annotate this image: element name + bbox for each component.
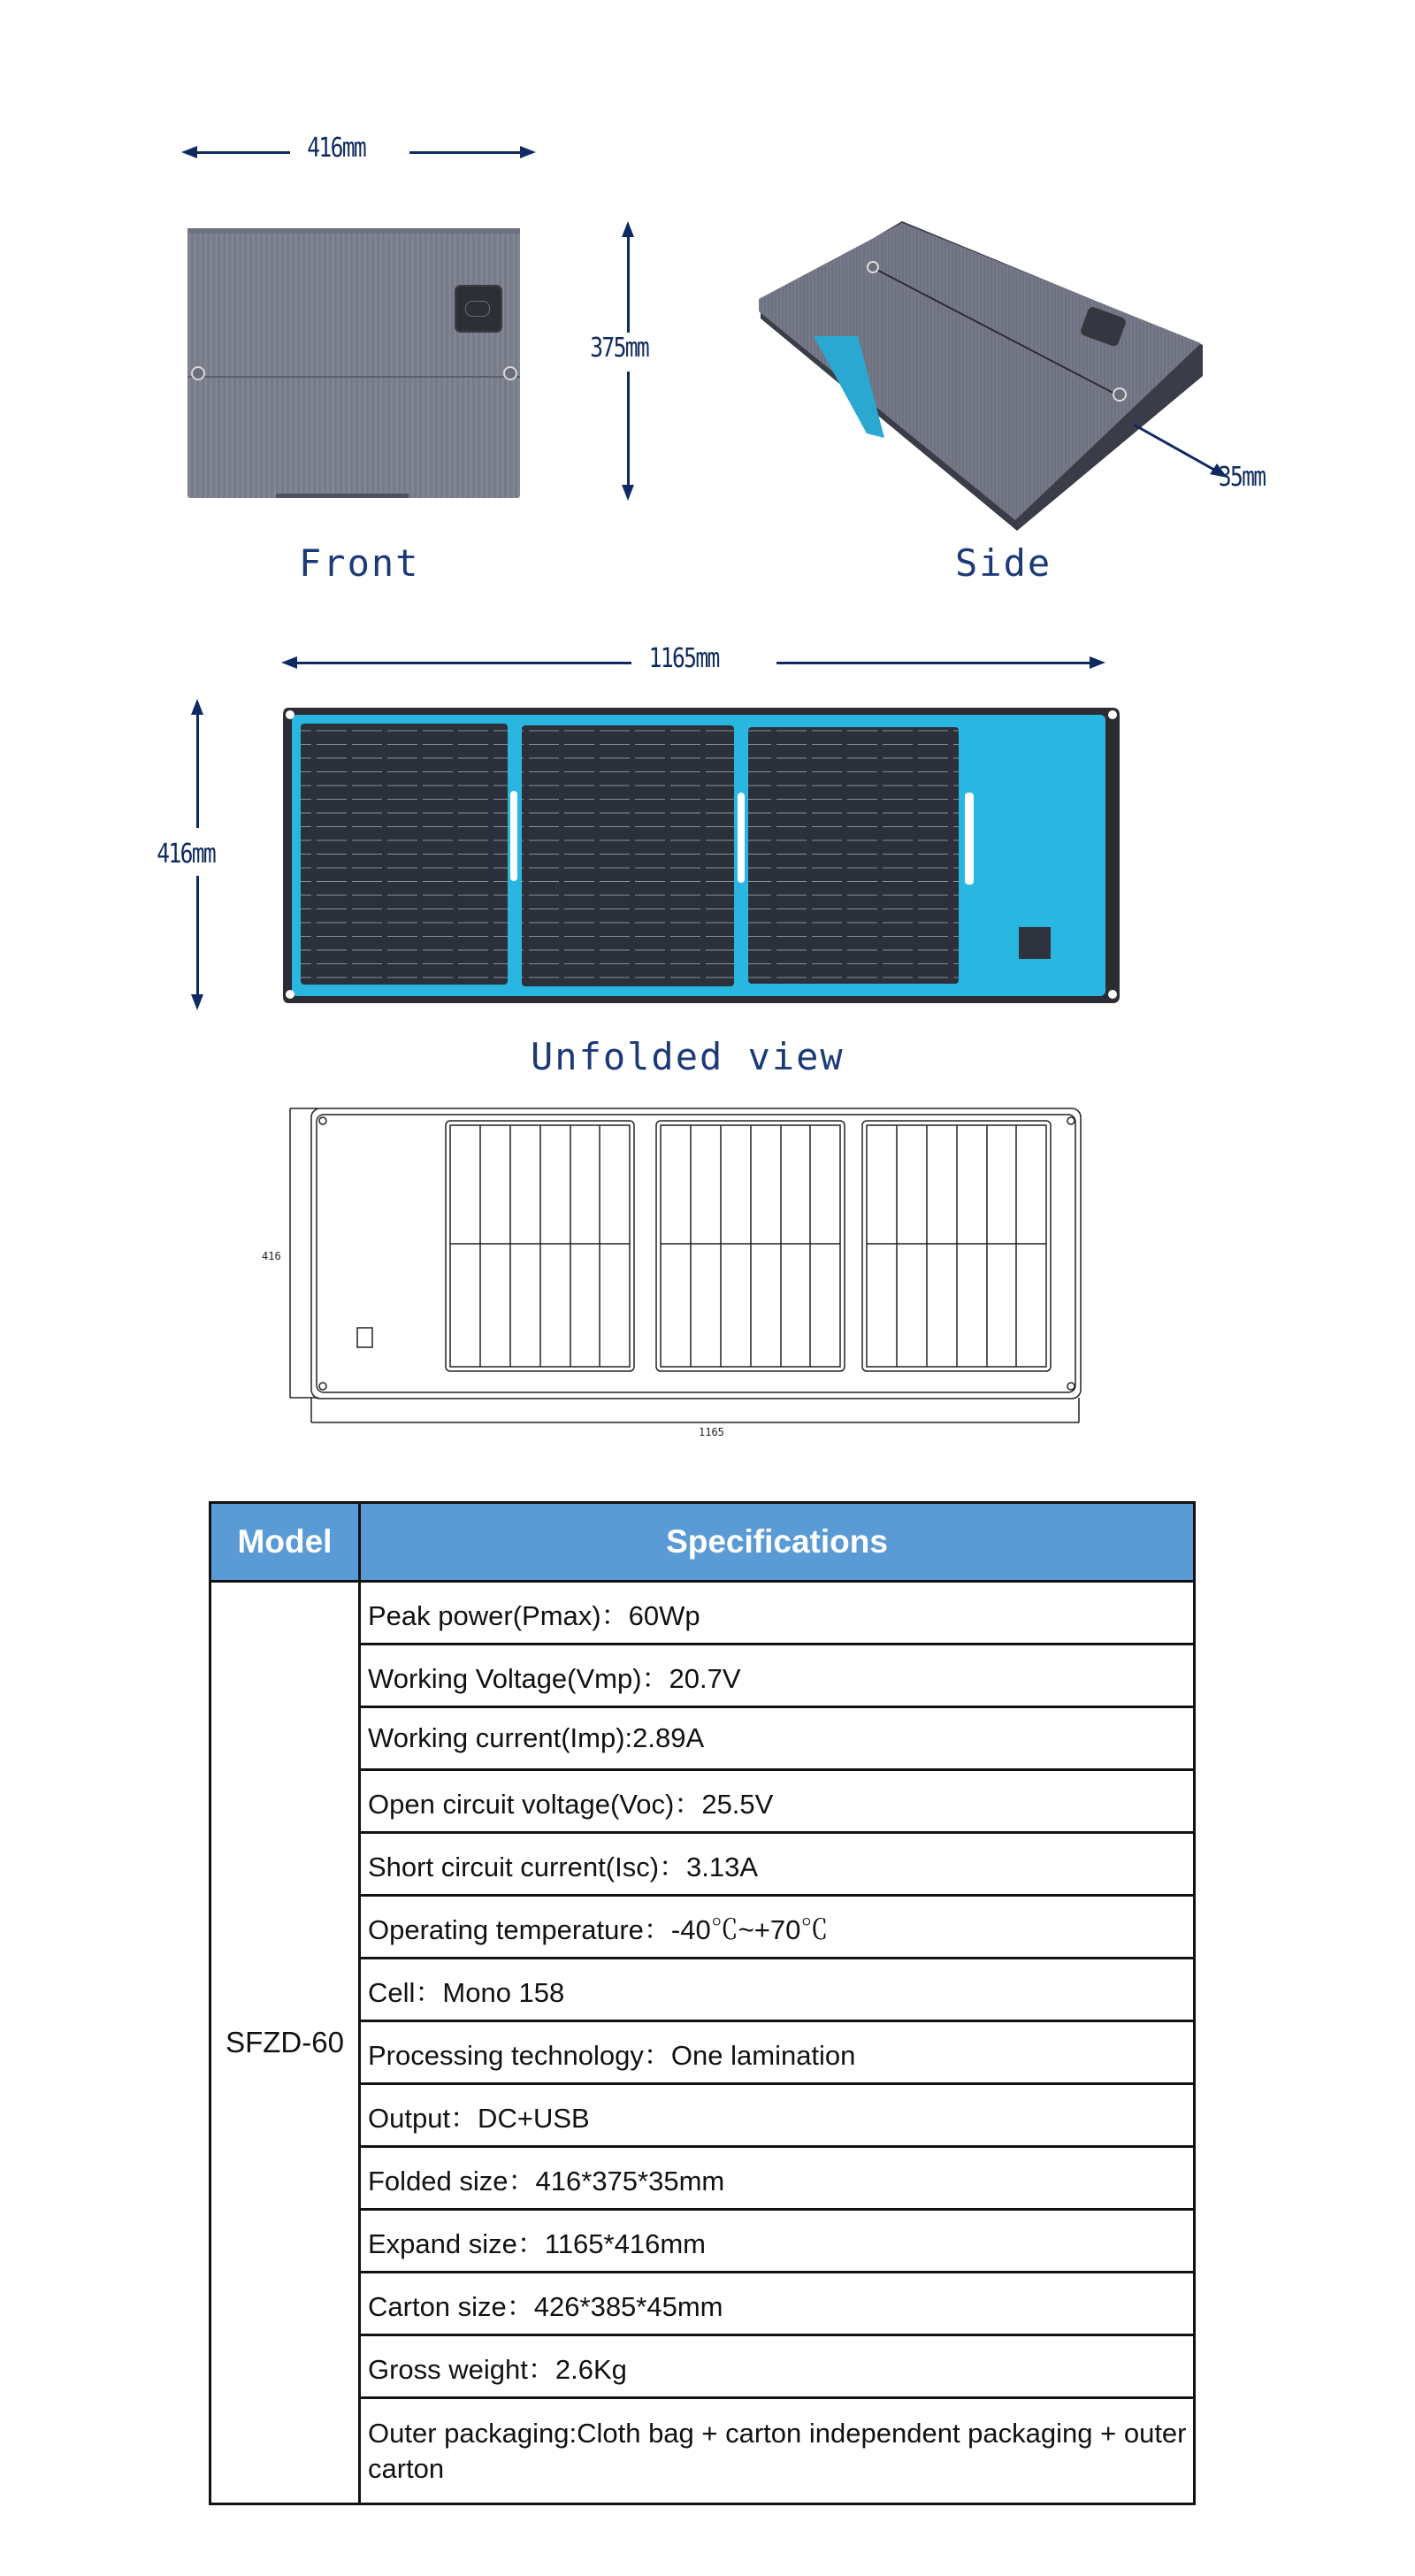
spec-cell: Folded size：416*375*35mm xyxy=(360,2147,1195,2210)
arrow-right-icon xyxy=(520,146,536,158)
arrow-right-icon xyxy=(1090,656,1105,669)
arrow-down-icon xyxy=(622,485,634,501)
table-row xyxy=(210,1582,1195,1644)
header-specifications: Specifications xyxy=(360,1503,1195,1582)
table-header-row xyxy=(210,1503,1195,1582)
spec-cell: Peak power(Pmax)：60Wp xyxy=(360,1582,1195,1644)
panel-outline-drawing xyxy=(248,1097,1132,1433)
dimension-line xyxy=(196,876,199,995)
spec-cell: Processing technology：One lamination xyxy=(360,2021,1195,2084)
dimension-line xyxy=(195,151,290,154)
side-thickness-label: 35mm xyxy=(1218,462,1266,493)
panel-bottom-edge xyxy=(276,494,409,498)
folded-panel-front xyxy=(187,228,520,498)
drawing-width-label: 1165 xyxy=(699,1426,724,1438)
spec-cell: Cell：Mono 158 xyxy=(360,1959,1195,2021)
header-model: Model xyxy=(210,1503,360,1582)
spec-cell: Working current(Imp):2.89A xyxy=(360,1707,1195,1770)
spec-cell: Carton size：426*385*45mm xyxy=(360,2273,1195,2335)
spec-table xyxy=(209,1501,1196,2505)
drawing-height-label: 416 xyxy=(262,1250,281,1262)
arrow-down-icon xyxy=(191,994,203,1010)
model-cell: SFZD-60 xyxy=(210,1582,360,2504)
side-caption: Side xyxy=(955,541,1052,585)
dimension-line xyxy=(196,713,199,828)
flap-seam xyxy=(187,376,520,378)
spec-cell: Output：DC+USB xyxy=(360,2084,1195,2147)
spec-cell: Open circuit voltage(Voc)：25.5V xyxy=(360,1770,1195,1833)
unfolded-width-label: 1165mm xyxy=(648,643,719,674)
panel-top-edge xyxy=(187,228,520,234)
spec-cell: Expand size：1165*416mm xyxy=(360,2210,1195,2273)
spec-cell: Working Voltage(Vmp)：20.7V xyxy=(360,1644,1195,1707)
controller-logo-icon xyxy=(465,301,490,317)
front-height-label: 375mm xyxy=(590,333,649,364)
front-width-label: 416mm xyxy=(307,133,366,164)
front-caption: Front xyxy=(299,541,420,585)
spec-cell: Outer packaging:Cloth bag + carton independent packaging + outer carton xyxy=(360,2398,1195,2504)
folded-panel-side xyxy=(752,212,1229,540)
grommet-icon xyxy=(503,366,517,380)
dimension-line xyxy=(776,662,1090,664)
spec-cell: Gross weight：2.6Kg xyxy=(360,2335,1195,2398)
dimension-line xyxy=(409,151,523,154)
dimension-line xyxy=(627,235,630,333)
grommet-icon xyxy=(191,366,205,380)
unfolded-panel xyxy=(281,704,1121,1005)
unfolded-height-label: 416mm xyxy=(157,839,216,870)
spec-cell: Short circuit current(Isc)：3.13A xyxy=(360,1833,1195,1896)
unfolded-caption: Unfolded view xyxy=(531,1035,845,1078)
controller-box-icon xyxy=(455,285,502,333)
dimension-line xyxy=(295,662,631,664)
dimension-line xyxy=(627,372,630,487)
spec-cell: Operating temperature：-40℃~+70℃ xyxy=(360,1896,1195,1959)
